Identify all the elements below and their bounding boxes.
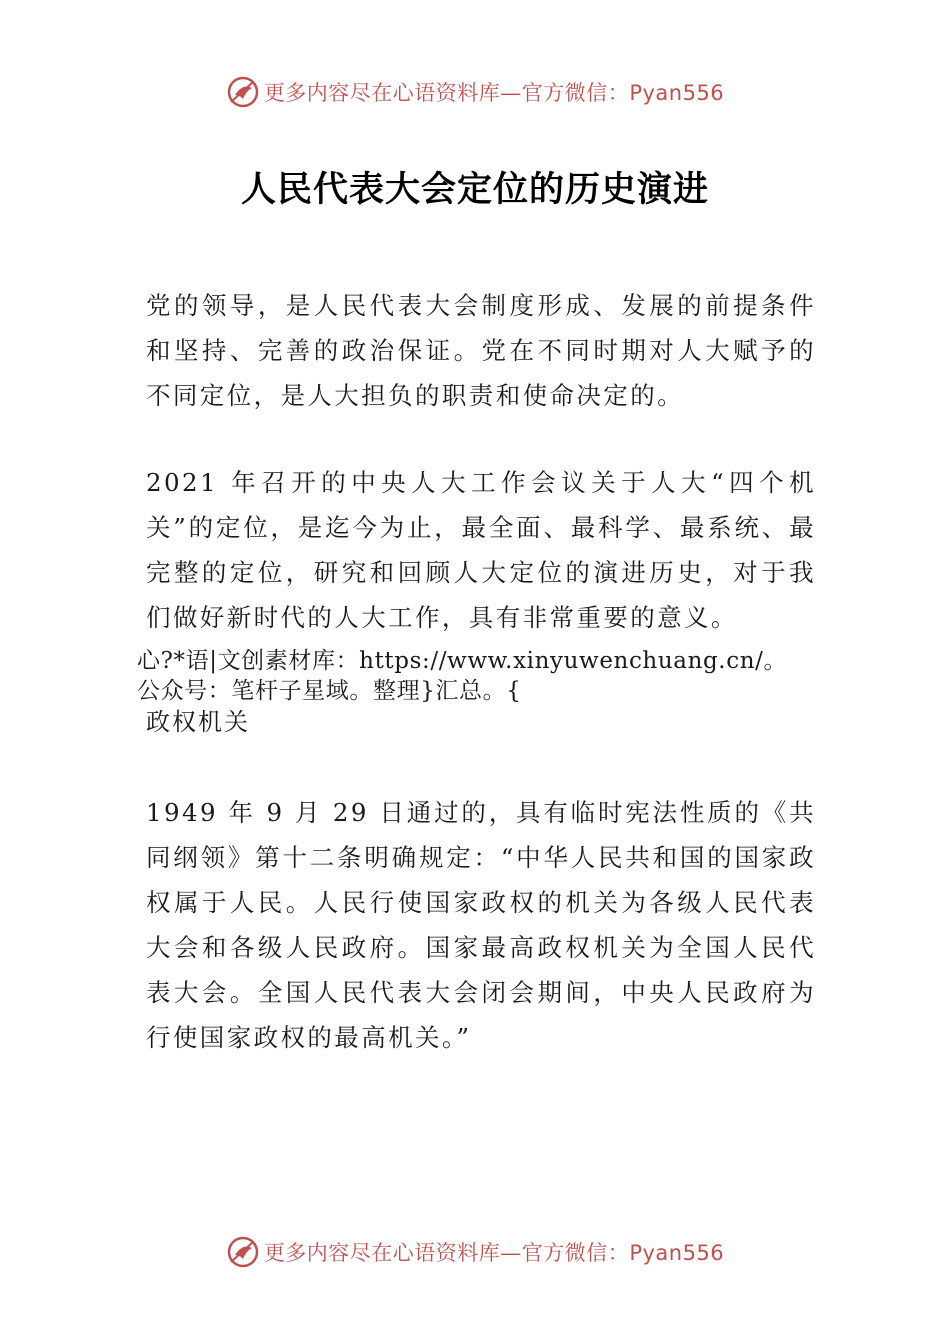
header-banner (0, 70, 950, 114)
paragraph-2: 2021 年召开的中央人大工作会议关于人大“四个机关”的定位，是迄今为止，最全面、最科学、最系统、最完整的定位，研究和回顾人大定位的演进历史，对于我们做好新时代的人大工作，具有非常重要的意义。 (146, 468, 816, 632)
paragraph-3: 1949 年 9 月 29 日通过的，具有临时宪法性质的《共同纲领》第十二条明确规定：“中华人民共和国的国家政权属于人民。人民行使国家政权的机关为各级人民代表大会和各级人民政府。国家最高政权机关为全国人民代表大会。全国人民代表大会闭会期间，中央人民政府为行使国家政权的最高机关。” (146, 798, 816, 1052)
inserted-line-2: 公众号：笔杆子星域。整理}汇总。{ (137, 678, 522, 704)
inserted-line-1: 心?*语|文创素材库：https://www.xinyuwenchuang.cn/。 (137, 648, 788, 674)
brand-logo-icon (226, 1235, 260, 1269)
inserted-watermark-text (137, 646, 827, 706)
paragraph-1: 党的领导，是人民代表大会制度形成、发展的前提条件和坚持、完善的政治保证。党在不同时期对人大赋予的不同定位，是人大担负的职责和使命决定的。 (146, 291, 816, 410)
banner-text: 更多内容尽在心语资料库—官方微信：Pyan556 (263, 1241, 725, 1265)
footer-banner (0, 1230, 950, 1274)
banner-text: 更多内容尽在心语资料库—官方微信：Pyan556 (263, 81, 725, 105)
brand-logo-icon (226, 75, 260, 109)
document-title: 人民代表大会定位的历史演进 (240, 170, 709, 210)
section-heading: 政权机关 (146, 708, 250, 736)
